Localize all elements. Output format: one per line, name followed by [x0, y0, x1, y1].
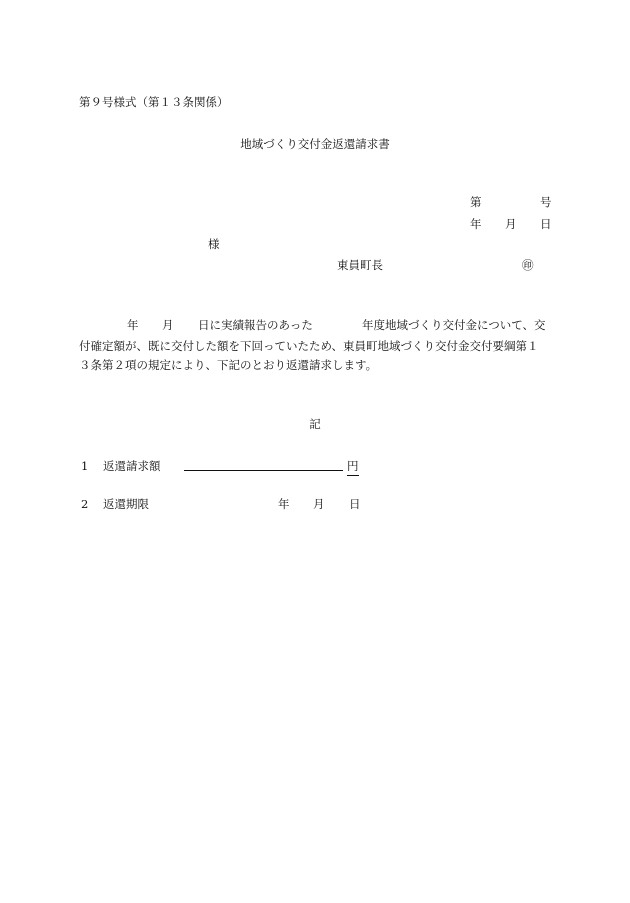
item-2-number: 2	[81, 497, 89, 511]
body-month: 月	[162, 318, 174, 332]
sender-title: 東員町長	[337, 258, 383, 272]
amount-unit: 円	[347, 461, 359, 476]
addressee-honorific: 様	[208, 237, 220, 251]
item-1-label: 返還請求額	[103, 459, 161, 473]
deadline-day: 日	[349, 497, 361, 511]
item-1-number: 1	[81, 459, 89, 473]
issue-date-year: 年	[470, 217, 482, 231]
body-year: 年	[127, 318, 139, 332]
seal-mark: ㊞	[522, 258, 534, 272]
body-line-3: ３条第２項の規定により、下記のとおり返還請求します。	[79, 358, 378, 372]
body-line-2: 付確定額が、既に交付した額を下回っていたため、東員町地域づくり交付金交付要綱第１	[79, 339, 539, 353]
issue-date-month: 月	[505, 217, 517, 231]
body-line-1: 日に実績報告のあった	[198, 318, 313, 332]
deadline-year: 年	[278, 497, 290, 511]
deadline-month: 月	[313, 497, 325, 511]
form-number: 第９号様式（第１３条関係）	[79, 95, 229, 109]
issue-date-day: 日	[540, 217, 552, 231]
issue-number-suffix: 号	[540, 195, 552, 209]
issue-number-prefix: 第	[470, 195, 482, 209]
amount-blank-line	[184, 456, 343, 471]
ki-heading: 記	[309, 417, 321, 431]
item-2-label: 返還期限	[103, 497, 149, 511]
body-line-1-fiscal: 年度地域づくり交付金について、交	[362, 318, 546, 332]
document-title: 地域づくり交付金返還請求書	[240, 137, 390, 151]
